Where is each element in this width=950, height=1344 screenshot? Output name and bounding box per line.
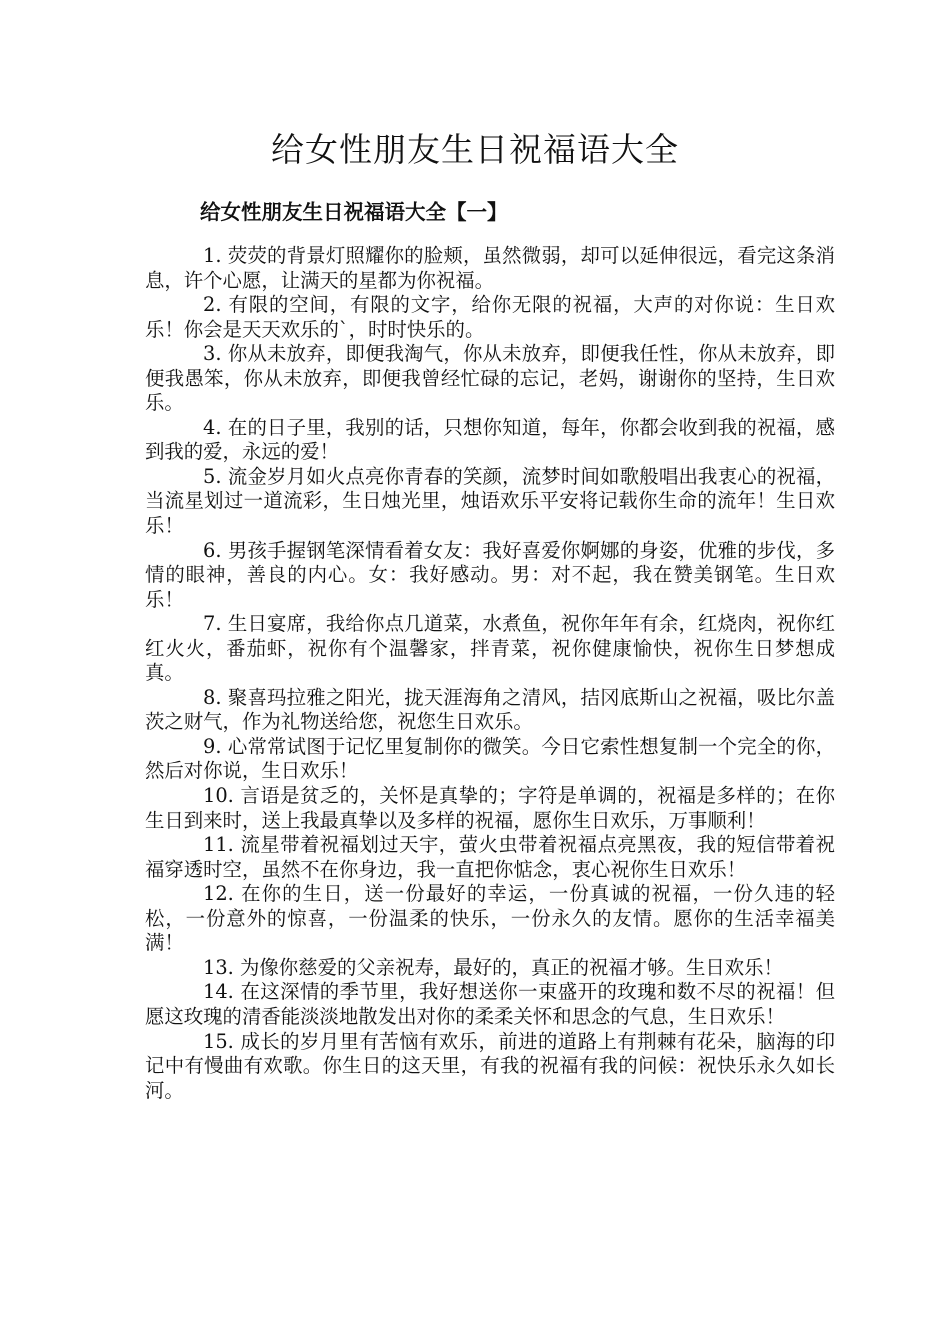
list-item: 1. 荧荧的背景灯照耀你的脸颊，虽然微弱，却可以延伸很远，看完这条消息，许个心愿，让满天的星都为你祝福。	[145, 244, 835, 292]
list-item: 8. 聚喜玛拉雅之阳光，拢天涯海角之清风，拮冈底斯山之祝福，吸比尔盖茨之财气，作为礼物送给您，祝您生日欢乐。	[145, 685, 835, 734]
list-item: 3. 你从未放弃，即便我淘气，你从未放弃，即便我任性，你从未放弃，即便我愚笨，你从未放弃，即便我曾经忙碌的忘记，老妈，谢谢你的坚持，生日欢乐。	[145, 342, 835, 415]
list-item: 15. 成长的岁月里有苦恼有欢乐，前进的道路上有荆棘有花朵，脑海的印记中有慢曲有欢歌。你生日的这天里，有我的祝福有我的问候：祝快乐永久如长河。	[145, 1029, 835, 1102]
list-item: 9. 心常常试图于记忆里复制你的微笑。今日它索性想复制一个完全的你，然后对你说，生日欢乐！	[145, 734, 835, 783]
section-heading: 给女性朋友生日祝福语大全【一】	[200, 200, 508, 224]
list-item: 5. 流金岁月如火点亮你青春的笑颜，流梦时间如歌般唱出我衷心的祝福，当流星划过一道流彩，生日烛光里，烛语欢乐平安将记载你生命的流年！生日欢乐！	[145, 464, 835, 538]
list-item: 2. 有限的空间，有限的文字，给你无限的祝福，大声的对你说：生日欢乐！你会是天天欢乐的`，时时快乐的。	[145, 293, 835, 341]
list-item: 11. 流星带着祝福划过天宇，萤火虫带着祝福点亮黑夜，我的短信带着祝福穿透时空，虽然不在你身边，我一直把你惦念，衷心祝你生日欢乐！	[145, 833, 835, 881]
list-item: 12. 在你的生日，送一份最好的幸运，一份真诚的祝福，一份久违的轻松，一份意外的惊喜，一份温柔的快乐，一份永久的友情。愿你的生活幸福美满！	[145, 882, 835, 955]
list-item: 4. 在的日子里，我别的话，只想你知道，每年，你都会收到我的祝福，感到我的爱，永远的爱！	[145, 415, 835, 464]
list-item: 14. 在这深情的季节里，我好想送你一束盛开的玫瑰和数不尽的祝福！但愿这玫瑰的清香能淡淡地散发出对你的柔柔关怀和思念的气息，生日欢乐！	[145, 980, 835, 1028]
list-item: 6. 男孩手握钢笔深情看着女友：我好喜爱你婀娜的身姿，优雅的步伐，多情的眼神，善良的内心。女：我好感动。男：对不起，我在赞美钢笔。生日欢乐！	[145, 538, 835, 611]
document-title: 给女性朋友生日祝福语大全	[271, 130, 679, 169]
list-item: 10. 言语是贫乏的，关怀是真挚的；字符是单调的，祝福是多样的；在你生日到来时，送上我最真挚以及多样的祝福，愿你生日欢乐，万事顺利！	[145, 784, 835, 832]
document-body	[145, 244, 835, 1103]
list-item: 13. 为像你慈爱的父亲祝寿，最好的，真正的祝福才够。生日欢乐！	[203, 955, 783, 979]
list-item: 7. 生日宴席，我给你点几道菜，水煮鱼，祝你年年有余，红烧肉，祝你红红火火，番茄虾，祝你有个温馨家，拌青菜，祝你健康愉快，祝你生日梦想成真。	[145, 612, 835, 685]
